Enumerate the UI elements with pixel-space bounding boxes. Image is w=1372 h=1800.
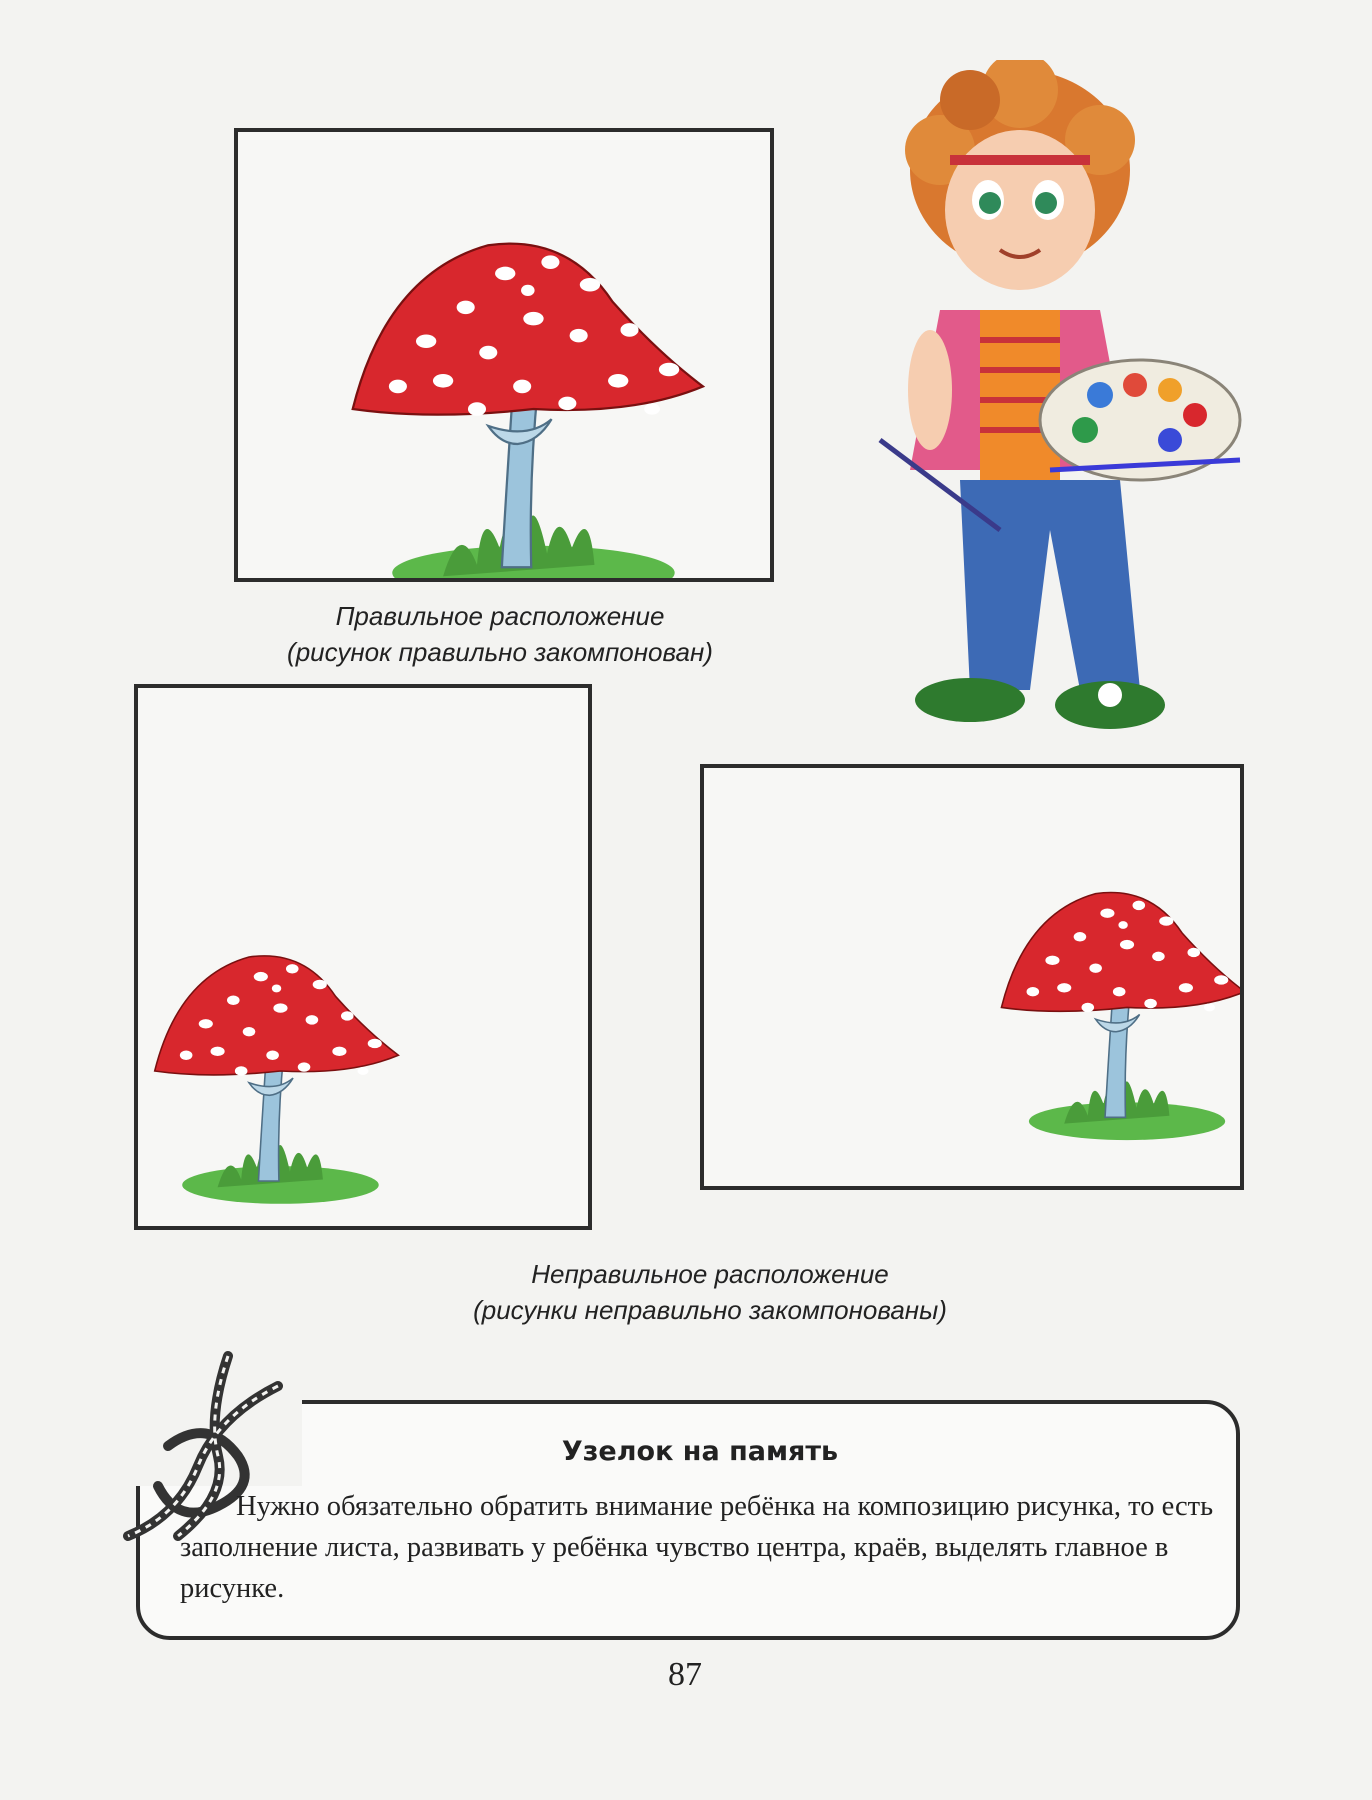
- incorrect-caption: [360, 1256, 1060, 1328]
- incorrect-composition-frame-right: [700, 764, 1244, 1190]
- mushroom-illustration-bottom-right: [704, 768, 1240, 1186]
- incorrect-caption-line2: (рисунки неправильно закомпонованы): [473, 1295, 947, 1325]
- mushroom-illustration-centered: [238, 132, 770, 578]
- incorrect-composition-frame-left: [134, 684, 592, 1230]
- correct-caption-line2: (рисунок правильно закомпонован): [287, 637, 713, 667]
- memory-note-body: Нужно обязательно обратить внимание ребёнка на композицию рисунка, то есть заполнение листа, развивать у ребёнка чувство центра, краёв, выделять главное в рисунке.: [180, 1491, 1214, 1604]
- boy-artist-illustration: [870, 60, 1250, 740]
- memory-note-text: [180, 1486, 1220, 1609]
- page-number: 87: [668, 1656, 702, 1693]
- mushroom-illustration-bottom-left: [138, 688, 588, 1226]
- correct-caption-line1: Правильное расположение: [335, 601, 665, 631]
- memory-note-title: Узелок на память: [561, 1436, 839, 1467]
- correct-composition-frame: [234, 128, 774, 582]
- incorrect-caption-line1: Неправильное расположение: [531, 1259, 889, 1289]
- correct-caption: [200, 598, 800, 670]
